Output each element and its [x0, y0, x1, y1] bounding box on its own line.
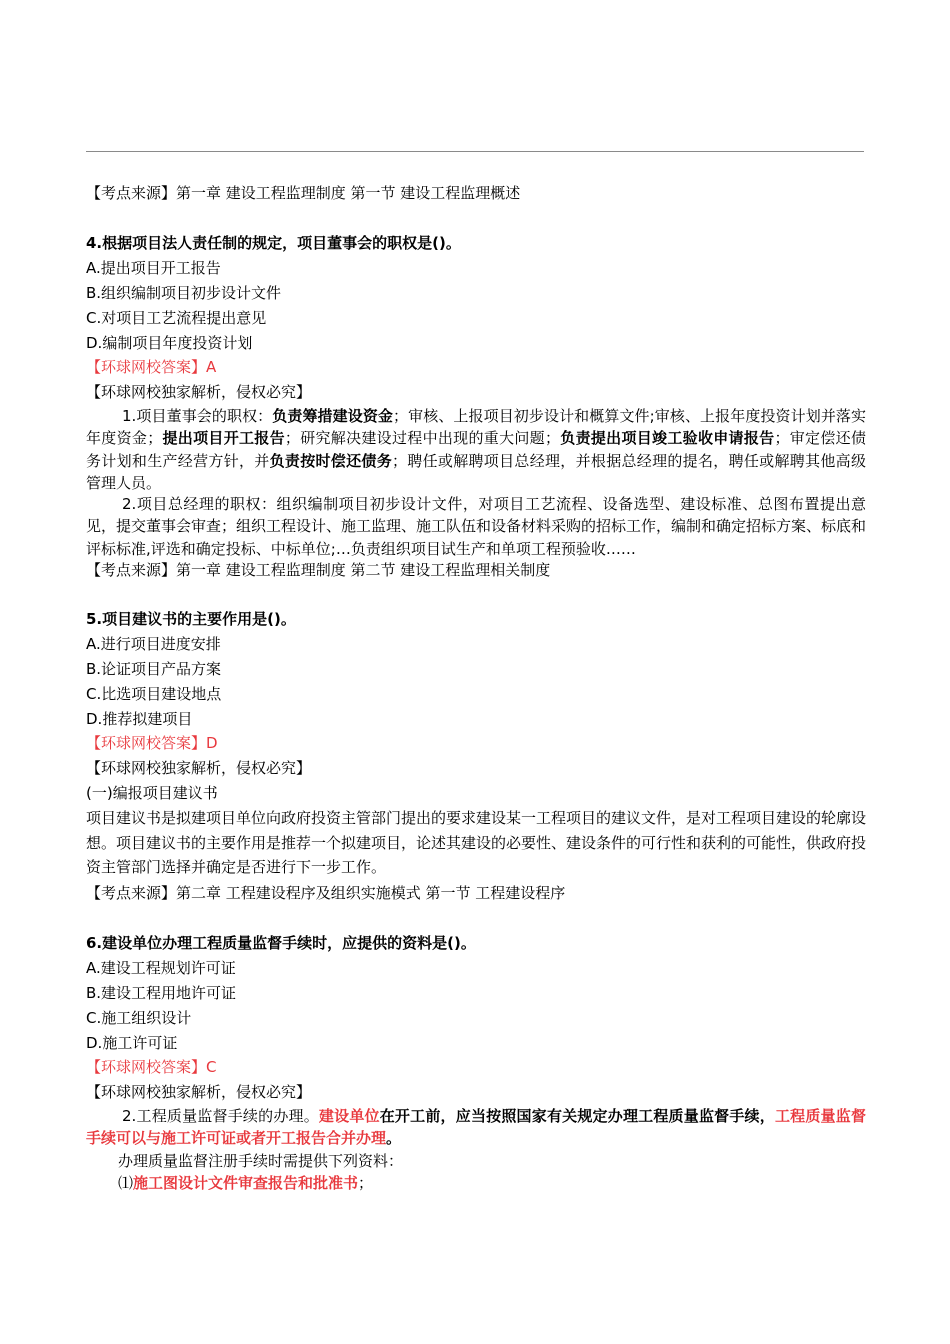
q6-option-c: C.施工组织设计 [86, 1009, 192, 1027]
text: 2.工程质量监督手续的办理。 [122, 1107, 319, 1125]
q5-option-b: B.论证项目产品方案 [86, 660, 222, 678]
q5-analysis-body: 项目建议书是拟建项目单位向政府投资主管部门提出的要求建设某一工程项目的建议文件，是对工程项目建设的轮廓设想。项目建议书的主要作用是推荐一个拟建项目，论述其建设的必要性、建设条件的可行性和获利的可能性，供政府投资主管部门选择并确定是否进行下一步工作。 [86, 809, 867, 876]
q4-option-d: D.编制项目年度投资计划 [86, 334, 253, 352]
q4-option-c: C.对项目工艺流程提出意见 [86, 309, 267, 327]
q6-list-item-1 [118, 1172, 866, 1194]
q4-answer: 【环球网校答案】A [86, 358, 217, 376]
q6-answer: 【环球网校答案】C [86, 1058, 217, 1076]
q6-option-a: A.建设工程规划许可证 [86, 959, 236, 977]
text: 1.项目董事会的职权： [122, 407, 273, 425]
text: ；审定偿还债务计划和生产经营方针，并 [86, 429, 866, 470]
text: ；研究解决建设过程中出现的重大问题； [284, 429, 560, 448]
q4-source-note: 【考点来源】第一章 建设工程监理制度 第二节 建设工程监理相关制度 [86, 561, 551, 579]
highlight-text: 施工图设计文件审查报告和批准书 [133, 1174, 359, 1192]
bold-text: 负责筹措建设资金 [272, 407, 394, 425]
q5-source-note: 【考点来源】第二章 工程建设程序及组织实施模式 第一节 工程建设程序 [86, 884, 566, 902]
q5-answer: 【环球网校答案】D [86, 734, 218, 752]
source-note: 【考点来源】第一章 建设工程监理制度 第一节 建设工程监理概述 [86, 184, 521, 202]
q4-analysis-paragraph-1 [86, 405, 866, 494]
q5-option-a: A.进行项目进度安排 [86, 635, 221, 653]
bold-text: 负责提出项目竣工验收申请报告 [559, 429, 775, 448]
text: ；审核、上报项目初步设计和概算文件;审核、上报年度投资计划并落实年度资金； [86, 407, 867, 448]
q5-option-d: D.推荐拟建项目 [86, 710, 193, 728]
bold-text: 。 [386, 1129, 402, 1148]
q4-option-b: B.组织编制项目初步设计文件 [86, 284, 282, 302]
q5-option-c: C.比选项目建设地点 [86, 685, 222, 703]
question-4-title: 4.根据项目法人责任制的规定，项目董事会的职权是()。 [86, 234, 461, 252]
text: ；聘任或解聘项目总经理，并根据总经理的提名，聘任或解聘其他高级管理人员。 [86, 451, 866, 492]
bold-text: 负责按时偿还债务 [269, 451, 392, 470]
highlight-text: 建设单位 [318, 1107, 380, 1125]
q6-option-d: D.施工许可证 [86, 1034, 178, 1052]
q6-analysis-paragraph-2: 办理质量监督注册手续时需提供下列资料： [118, 1152, 404, 1170]
q4-option-a: A.提出项目开工报告 [86, 259, 221, 277]
q6-analysis-label: 【环球网校独家解析，侵权必究】 [86, 1083, 312, 1101]
bold-text: 提出项目开工报告 [162, 429, 285, 448]
highlight-text: 工程质量监督手续可以与施工许可证或者开工报告合并办理 [86, 1107, 866, 1148]
q5-subheading: (一)编报项目建议书 [86, 784, 218, 802]
q5-analysis-label: 【环球网校独家解析，侵权必究】 [86, 759, 312, 777]
text: ； [358, 1174, 374, 1192]
bold-text: 在开工前，应当按照国家有关规定办理工程质量监督手续， [379, 1107, 775, 1125]
q4-analysis-label: 【环球网校独家解析，侵权必究】 [86, 383, 312, 401]
question-6-title: 6.建设单位办理工程质量监督手续时，应提供的资料是()。 [86, 934, 476, 952]
list-number: ⑴ [118, 1174, 134, 1192]
top-divider [86, 151, 864, 152]
q6-option-b: B.建设工程用地许可证 [86, 984, 237, 1002]
question-5-title: 5.项目建议书的主要作用是()。 [86, 610, 296, 628]
q4-analysis-paragraph-2: 2.项目总经理的职权：组织编制项目初步设计文件，对项目工艺流程、设备选型、建设标准、总图布置提出意见，提交董事会审查；组织工程设计、施工监理、施工队伍和设备材料采购的招标工作，编制和确定招标方案、标底和评标标准,评选和确定投标、中标单位;…负责组织项目试生产和单项工程预验收…… [86, 495, 867, 558]
q6-analysis-paragraph-1 [86, 1105, 866, 1150]
